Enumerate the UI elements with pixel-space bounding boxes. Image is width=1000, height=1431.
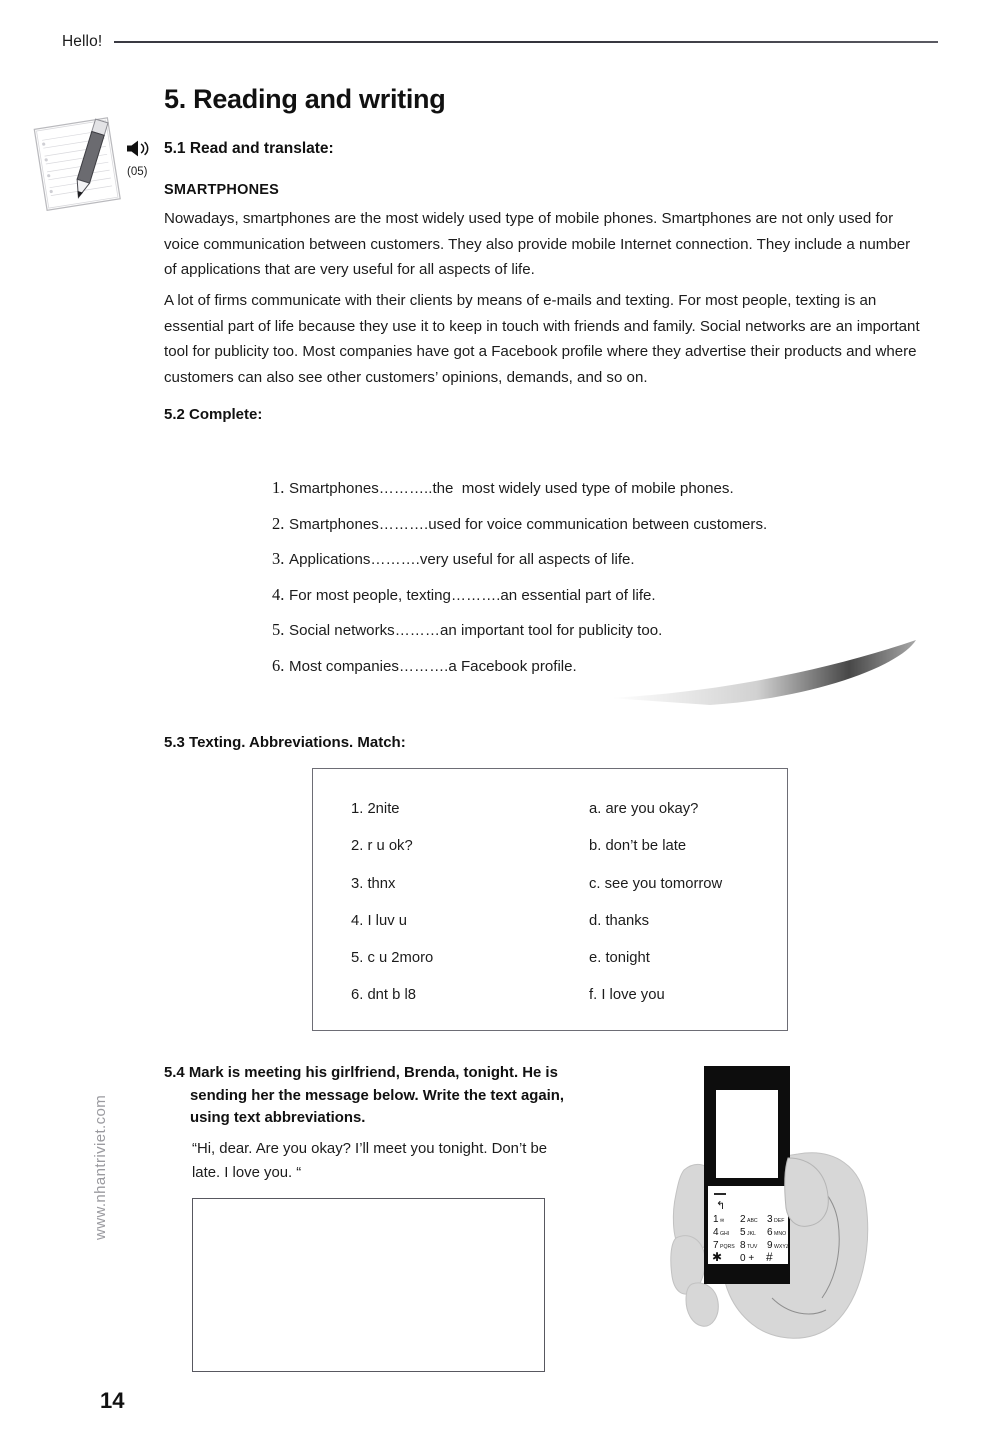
site-watermark: www.nhantriviet.com	[92, 1094, 109, 1240]
svg-text:TUV: TUV	[747, 1244, 758, 1250]
matching-pairs	[351, 801, 761, 1025]
audio-track-number: (05)	[127, 166, 148, 178]
svg-text:↰: ↰	[716, 1200, 726, 1212]
svg-text:✉: ✉	[720, 1218, 725, 1224]
svg-text:#: #	[766, 1250, 773, 1264]
list-item	[272, 656, 912, 692]
matching-row	[351, 801, 761, 838]
item-text: For most people, texting……….an essential part of life.	[289, 586, 656, 604]
svg-text:DEF: DEF	[774, 1218, 785, 1224]
audio-cue	[126, 140, 166, 180]
meaning-item[interactable]: c. see you tomorrow	[589, 875, 723, 892]
header-rule	[114, 41, 938, 43]
matching-row	[351, 876, 761, 913]
list-item	[272, 549, 912, 585]
page-number: 14	[100, 1388, 125, 1413]
section-52-heading: 5.2 Complete:	[164, 406, 263, 423]
abbreviation-item[interactable]: 3. thnx	[351, 875, 396, 892]
page-title: 5. Reading and writing	[164, 84, 446, 114]
running-header	[62, 30, 938, 54]
svg-text:0 +: 0 +	[740, 1253, 755, 1264]
complete-exercise-list	[272, 478, 912, 691]
svg-text:2: 2	[740, 1214, 746, 1225]
item-number: 5.	[272, 620, 285, 639]
list-item	[272, 478, 912, 514]
item-text: Social networks………an important tool for publicity too.	[289, 622, 663, 639]
svg-text:1: 1	[713, 1214, 719, 1225]
svg-text:GHI: GHI	[720, 1231, 730, 1237]
svg-text:6: 6	[767, 1227, 773, 1238]
svg-text:7: 7	[713, 1240, 719, 1251]
list-item	[272, 620, 912, 656]
item-text: Smartphones……….used for voice communication between customers.	[289, 515, 768, 533]
list-item	[272, 514, 912, 550]
abbreviation-item[interactable]: 4. I luv u	[351, 912, 407, 929]
section-53-heading: 5.3 Texting. Abbreviations. Match:	[164, 734, 406, 751]
matching-row	[351, 987, 761, 1024]
meaning-item[interactable]: b. don’t be late	[589, 838, 687, 855]
abbreviation-item[interactable]: 5. c u 2moro	[351, 950, 434, 967]
notepad-pencil-icon	[28, 108, 140, 216]
section-54-heading: 5.4 Mark is meeting his girlfriend, Brenda, tonight. He is sending her the message below. Write the text again, using text abbreviations.	[164, 1065, 565, 1126]
meaning-item[interactable]: d. thanks	[589, 912, 650, 929]
running-head-label: Hello!	[62, 33, 103, 50]
svg-text:9: 9	[767, 1240, 773, 1251]
abbreviation-item[interactable]: 1. 2nite	[351, 801, 400, 817]
item-number: 2.	[272, 513, 285, 533]
abbreviation-item[interactable]: 6. dnt b l8	[351, 987, 416, 1004]
svg-text:MNO: MNO	[774, 1231, 787, 1237]
reading-text-title: SMARTPHONES	[164, 182, 279, 198]
phone-in-hand-image	[648, 1062, 900, 1344]
matching-row	[351, 950, 761, 987]
svg-text:WXYZ: WXYZ	[774, 1244, 789, 1250]
speaker-icon	[126, 140, 166, 162]
abbreviation-item[interactable]: 2. r u ok?	[351, 838, 413, 855]
item-text: Smartphones………..the most widely used type of mobile phones.	[289, 480, 734, 497]
matching-row	[351, 838, 761, 875]
reading-paragraph-1: Nowadays, smartphones are the most widely used type of mobile phones. Smartphones are not only used for voice communication between customers. They also provide mobile Internet connection. They include a number of applications that are very useful for all aspects of life.	[164, 210, 911, 278]
reading-paragraph-2: A lot of firms communicate with their clients by means of e-mails and texting. For most people, texting is an essential part of life because they use it to keep in touch with friends and family. Social networks are an important tool for publicity too. Most companies have got a Facebook profile where they advertise their products and where customers can also see other customers’ opinions, demands, and so on.	[164, 292, 920, 386]
meaning-item[interactable]: f. I love you	[589, 987, 665, 1004]
item-text: Applications……….very useful for all aspects of life.	[289, 551, 635, 568]
sample-message-text: “Hi, dear. Are you okay? I’ll meet you tonight. Don’t be late. I love you. “	[192, 1141, 548, 1181]
item-number: 3.	[272, 549, 285, 568]
svg-text:4: 4	[713, 1227, 719, 1238]
list-item	[272, 585, 912, 621]
svg-text:PQRS: PQRS	[720, 1244, 735, 1250]
item-number: 4.	[272, 584, 285, 604]
item-text: Most companies……….a Facebook profile.	[289, 657, 577, 675]
matching-row	[351, 913, 761, 950]
svg-text:✱: ✱	[712, 1250, 723, 1264]
meaning-item[interactable]: a. are you okay?	[589, 801, 699, 817]
svg-text:3: 3	[767, 1214, 773, 1225]
svg-text:ABC: ABC	[747, 1218, 758, 1224]
item-number: 6.	[272, 655, 285, 675]
svg-text:5: 5	[740, 1227, 746, 1238]
section-51-heading: 5.1 Read and translate:	[164, 140, 334, 157]
answer-input-box[interactable]	[192, 1198, 545, 1372]
svg-text:JKL: JKL	[747, 1231, 756, 1237]
meaning-item[interactable]: e. tonight	[589, 950, 650, 967]
item-number: 1.	[272, 478, 285, 497]
svg-text:8: 8	[740, 1240, 746, 1251]
matching-exercise-box	[312, 768, 788, 1031]
